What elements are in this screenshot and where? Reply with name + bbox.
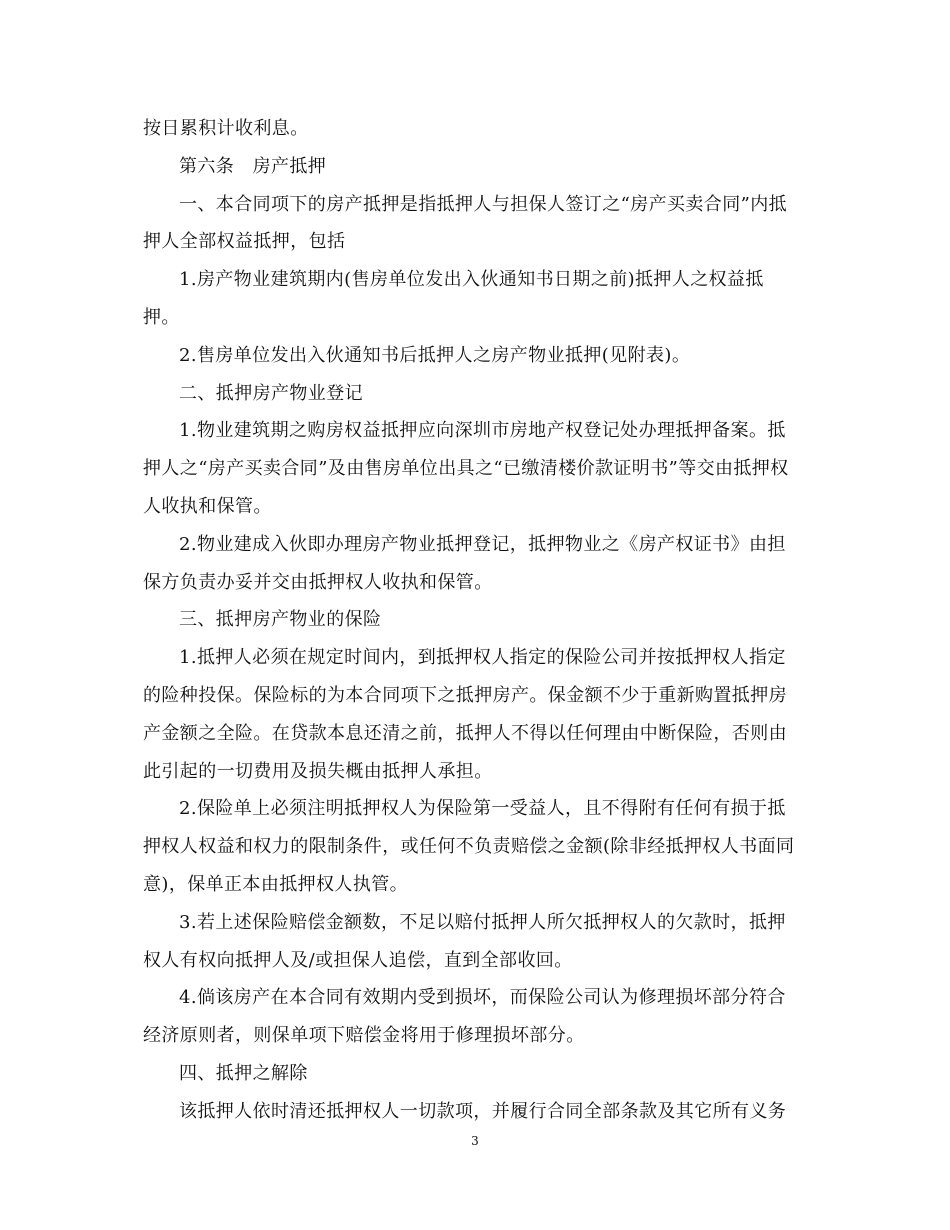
text-line: 此引起的一切费用及损失概由抵押人承担。 — [143, 760, 493, 782]
text-line: 三、抵押房产物业的保险 — [179, 609, 382, 631]
text-line: 一、本合同项下的房产抵押是指抵押人与担保人签订之“房产买卖合同”内抵 — [179, 193, 788, 215]
text-line: 1.房产物业建筑期内(售房单位发出入伙通知书日期之前)抵押人之权益抵 — [179, 269, 764, 291]
text-line: 该抵押人依时清还抵押权人一切款项，并履行合同全部条款及其它所有义务 — [179, 1100, 787, 1122]
text-line: 押人全部权益抵押，包括 — [143, 231, 346, 253]
text-line: 2.售房单位发出入伙通知书后抵押人之房产物业抵押(见附表)。 — [179, 344, 691, 366]
text-line: 的险种投保。保险标的为本合同项下之抵押房产。保金额不少于重新购置抵押房 — [143, 684, 787, 706]
text-line: 二、抵押房产物业登记 — [179, 382, 363, 404]
text-line: 人收执和保管。 — [143, 495, 272, 517]
text-line: 押人之“房产买卖合同”及由售房单位出具之“已缴清楼价款证明书”等交由抵押权 — [143, 458, 789, 480]
text-line: 押权人权益和权力的限制条件，或任何不负责赔偿之金额(除非经抵押权人书面同 — [143, 836, 795, 858]
text-line: 权人有权向抵押人及/或担保人追偿，直到全部收回。 — [143, 949, 573, 971]
text-line: 第六条 房产抵押 — [179, 155, 327, 177]
text-line: 产金额之全险。在贷款本息还清之前，抵押人不得以任何理由中断保险，否则由 — [143, 722, 787, 744]
text-line: 4.倘该房产在本合同有效期内受到损坏，而保险公司认为修理损坏部分符合 — [179, 987, 786, 1009]
text-line: 意)，保单正本由抵押权人执管。 — [143, 873, 409, 895]
text-line: 保方负责办妥并交由抵押权人收执和保管。 — [143, 571, 493, 593]
page-number: 3 — [471, 1134, 479, 1148]
text-line: 1.物业建筑期之购房权益抵押应向深圳市房地产权登记处办理抵押备案。抵 — [179, 420, 786, 442]
text-line: 经济原则者，则保单项下赔偿金将用于修理损坏部分。 — [143, 1025, 585, 1047]
text-line: 2.物业建成入伙即办理房产物业抵押登记，抵押物业之《房产权证书》由担 — [179, 533, 786, 555]
text-line: 四、抵押之解除 — [179, 1062, 308, 1084]
text-line: 1.抵押人必须在规定时间内，到抵押权人指定的保险公司并按抵押权人指定 — [179, 647, 786, 669]
text-line: 2.保险单上必须注明抵押权人为保险第一受益人，且不得附有任何有损于抵 — [179, 798, 786, 820]
text-line: 按日累积计收利息。 — [143, 118, 309, 139]
text-line: 3.若上述保险赔偿金额数，不足以赔付抵押人所欠抵押权人的欠款时，抵押 — [179, 911, 786, 933]
text-line: 押。 — [143, 306, 180, 328]
document-body — [143, 114, 805, 1135]
